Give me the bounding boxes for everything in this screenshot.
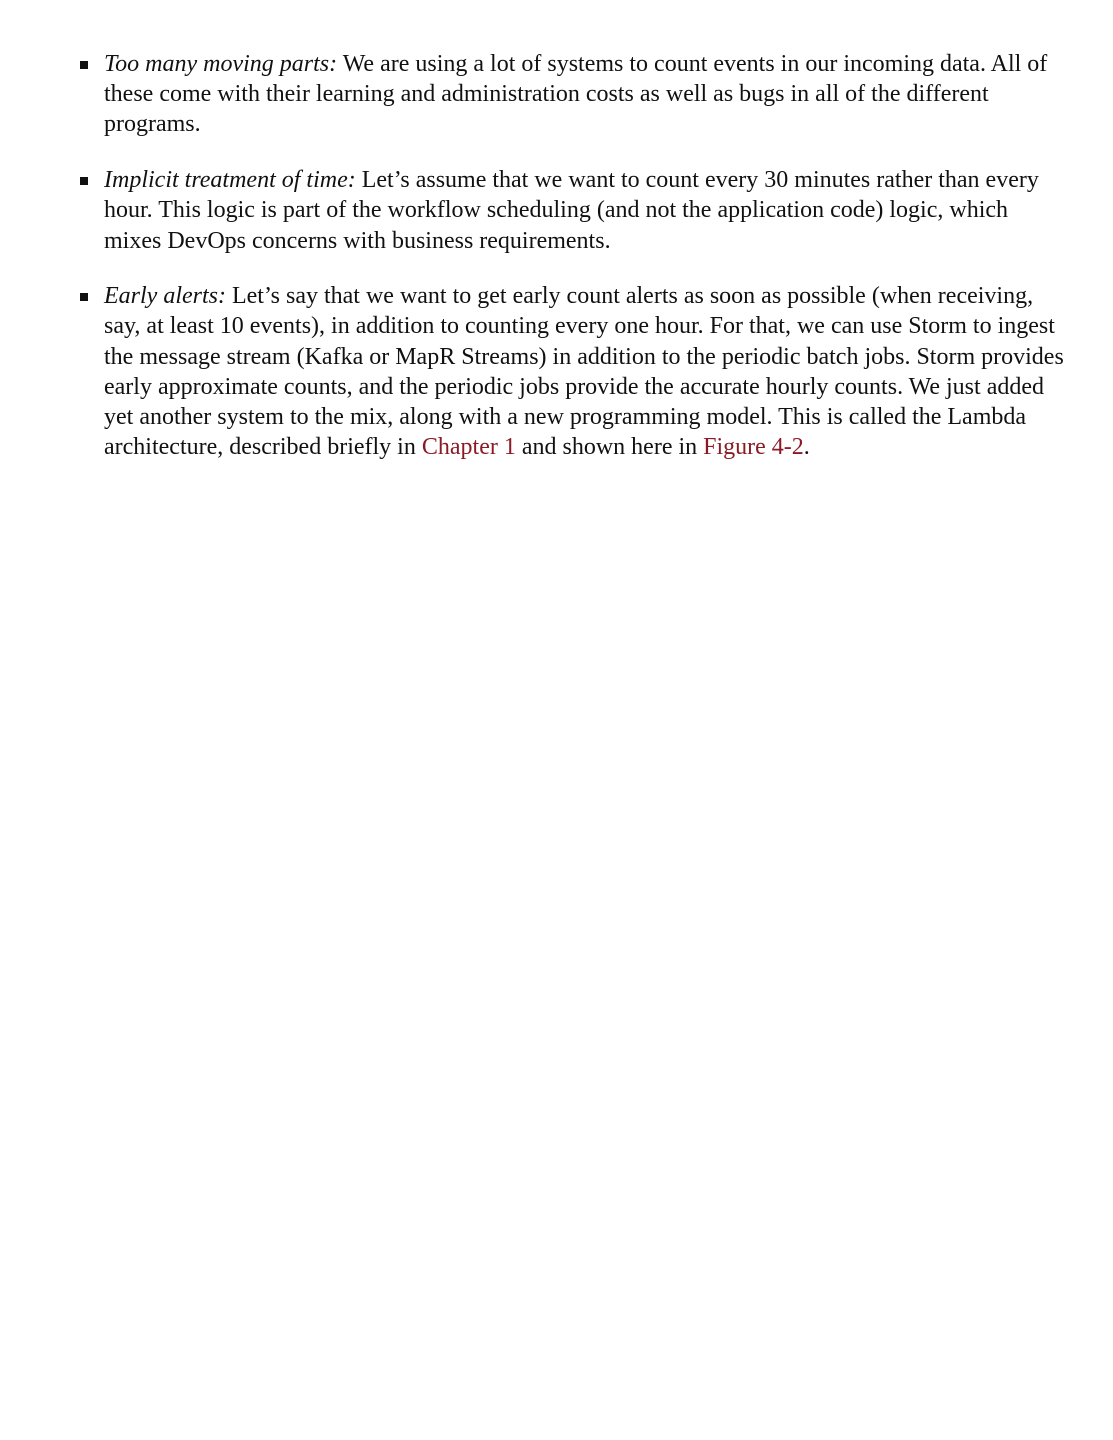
square-bullet-icon [80, 293, 88, 301]
bullet-text: Let’s assume that we want to count every 30 minutes rather than every hour. This logic is part of the workflow scheduling (and not the application code) logic, which mixes DevOps concerns with business requirements. [104, 167, 1039, 254]
square-bullet-icon [80, 61, 88, 69]
square-bullet-icon [80, 177, 88, 185]
bullet-text-mid: and shown here in [515, 434, 704, 461]
figure-4-2-link[interactable]: Figure 4-2 [703, 434, 804, 461]
bullet-text: We are using a lot of systems to count events in our incoming data. All of these come with their learning and administration costs as well as bugs in all of the different programs. [104, 51, 1048, 138]
list-item [78, 165, 1068, 256]
list-item [78, 49, 1068, 140]
bullet-term: Early alerts: [104, 283, 226, 310]
bullet-text: Let’s say that we want to get early count alerts as soon as possible (when receiving, say, at least 10 events), in addition to counting every one hour. For that, we can use Storm to ingest the message stream (Kafka or MapR Streams) in addition to the periodic batch jobs. Storm provides early approximate counts, and the periodic jobs provide the accurate hourly counts. We just added yet another system to the mix, along with a new programming model. This is called the Lambda architecture, described briefly in [104, 283, 1064, 461]
list-item [78, 281, 1068, 462]
bullet-text-end: . [803, 434, 810, 461]
chapter-1-link[interactable]: Chapter 1 [421, 434, 516, 461]
bullet-term: Too many moving parts: [104, 51, 338, 77]
bullet-term: Implicit treatment of time: [104, 167, 356, 194]
bullet-list [78, 49, 1068, 488]
